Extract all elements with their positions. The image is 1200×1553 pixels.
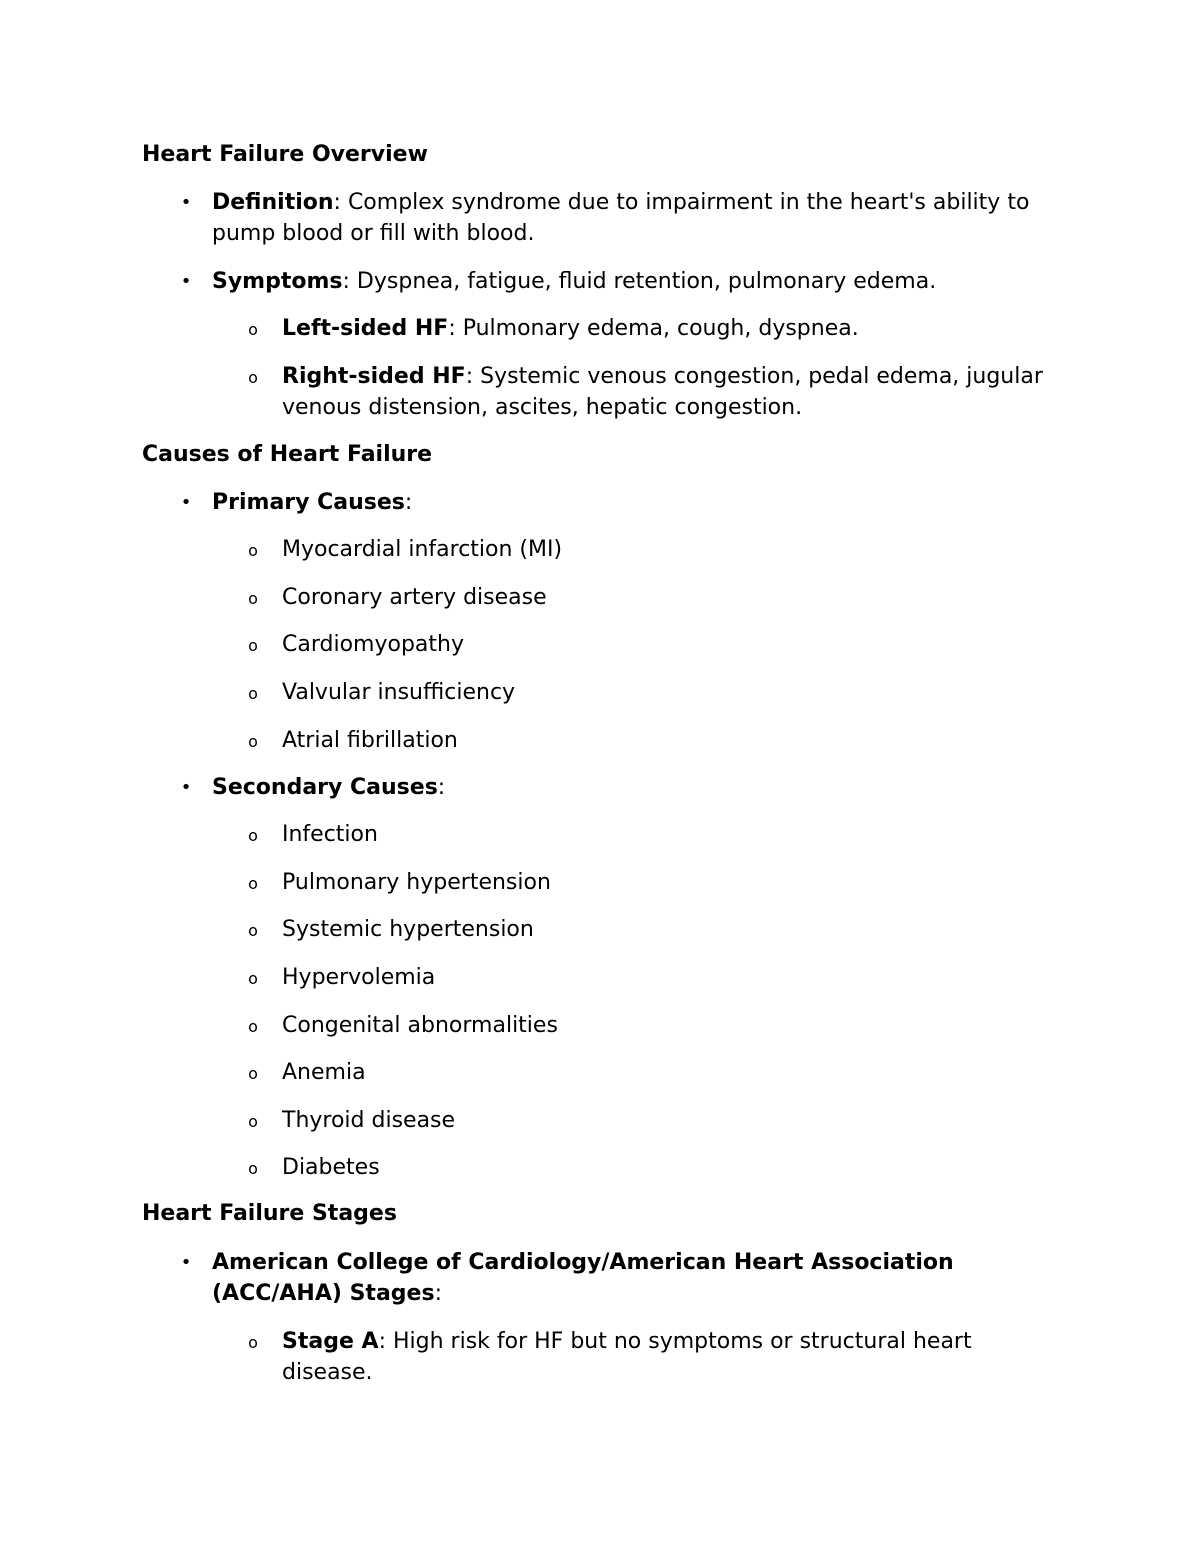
circle-bullet-icon: o	[248, 1064, 258, 1083]
cause-text: Infection	[282, 822, 378, 847]
cause-text: Pulmonary hypertension	[282, 870, 551, 895]
section-heading-causes: Causes of Heart Failure	[142, 442, 433, 467]
circle-bullet-icon: o	[248, 1112, 258, 1131]
list-item	[248, 1057, 1072, 1088]
term-right-sided: Right-sided HF	[282, 364, 466, 389]
cause-text: Atrial fibrillation	[282, 728, 458, 753]
bullet-icon: •	[180, 492, 192, 513]
list-item-left-sided	[248, 313, 1072, 344]
cause-text: Valvular insufficiency	[282, 680, 516, 705]
list-item-primary-causes	[180, 487, 1072, 518]
term-left-sided: Left-sided HF	[282, 316, 449, 341]
cause-text: Diabetes	[282, 1155, 380, 1180]
term-primary-causes: Primary Causes	[212, 490, 405, 515]
circle-bullet-icon: o	[248, 320, 258, 339]
separator: :	[437, 775, 446, 800]
list-item	[248, 582, 1072, 613]
separator: :	[378, 1329, 386, 1354]
separator: :	[342, 269, 350, 294]
list-item	[248, 677, 1072, 708]
cause-text: Anemia	[282, 1060, 366, 1085]
circle-bullet-icon: o	[248, 969, 258, 988]
circle-bullet-icon: o	[248, 368, 258, 387]
bullet-icon: •	[180, 271, 192, 292]
bullet-icon: •	[180, 192, 192, 213]
term-secondary-causes: Secondary Causes	[212, 775, 438, 800]
left-sided-text: Pulmonary edema, cough, dyspnea.	[455, 316, 859, 341]
list-item-stage-a	[248, 1326, 1042, 1388]
list-item	[248, 725, 1072, 756]
right-sided-text: Systemic venous congestion, pedal edema, jugular venous distension, ascites, hepatic congestion.	[282, 364, 1043, 420]
cause-text: Congenital abnormalities	[282, 1013, 558, 1038]
definition-text: Complex syndrome due to impairment in the heart's ability to pump blood or fill with blood.	[212, 190, 1030, 246]
circle-bullet-icon: o	[248, 1017, 258, 1036]
list-item	[248, 534, 1072, 565]
circle-bullet-icon: o	[248, 826, 258, 845]
circle-bullet-icon: o	[248, 1333, 258, 1352]
list-item	[248, 1152, 1072, 1183]
list-item	[248, 819, 1072, 850]
circle-bullet-icon: o	[248, 1159, 258, 1178]
list-item	[248, 867, 1072, 898]
cause-text: Hypervolemia	[282, 965, 436, 990]
list-item-definition	[180, 187, 1072, 249]
bullet-icon: •	[180, 777, 192, 798]
circle-bullet-icon: o	[248, 541, 258, 560]
circle-bullet-icon: o	[248, 636, 258, 655]
cause-text: Thyroid disease	[282, 1108, 456, 1133]
cause-text: Cardiomyopathy	[282, 632, 464, 657]
separator: :	[434, 1281, 442, 1306]
list-item-right-sided	[248, 361, 1072, 423]
circle-bullet-icon: o	[248, 874, 258, 893]
list-item	[248, 1105, 1072, 1136]
section-heading-stages: Heart Failure Stages	[142, 1201, 397, 1226]
term-acc-aha: American College of Cardiology/American Heart Association (ACC/AHA) Stages	[212, 1250, 954, 1306]
circle-bullet-icon: o	[248, 684, 258, 703]
bullet-icon: •	[180, 1252, 192, 1273]
circle-bullet-icon: o	[248, 589, 258, 608]
list-item	[248, 914, 1072, 945]
list-item-secondary-causes	[180, 772, 1072, 803]
cause-text: Coronary artery disease	[282, 585, 547, 610]
list-item-symptoms	[180, 266, 1072, 297]
term-stage-a: Stage A	[282, 1329, 379, 1354]
stage-a-text: High risk for HF but no symptoms or structural heart disease.	[282, 1329, 972, 1385]
section-heading-overview: Heart Failure Overview	[142, 142, 428, 167]
list-item-acc-aha-stages	[180, 1247, 1032, 1309]
cause-text: Systemic hypertension	[282, 917, 534, 942]
list-item	[248, 962, 1072, 993]
circle-bullet-icon: o	[248, 732, 258, 751]
term-definition: Definition	[212, 190, 334, 215]
term-symptoms: Symptoms	[212, 269, 343, 294]
list-item	[248, 629, 1072, 660]
separator: :	[333, 190, 341, 215]
symptoms-text: Dyspnea, fatigue, fluid retention, pulmonary edema.	[349, 269, 937, 294]
list-item	[248, 1010, 1072, 1041]
separator: :	[448, 316, 456, 341]
cause-text: Myocardial infarction (MI)	[282, 537, 563, 562]
separator: :	[404, 490, 413, 515]
separator: :	[465, 364, 474, 389]
circle-bullet-icon: o	[248, 921, 258, 940]
